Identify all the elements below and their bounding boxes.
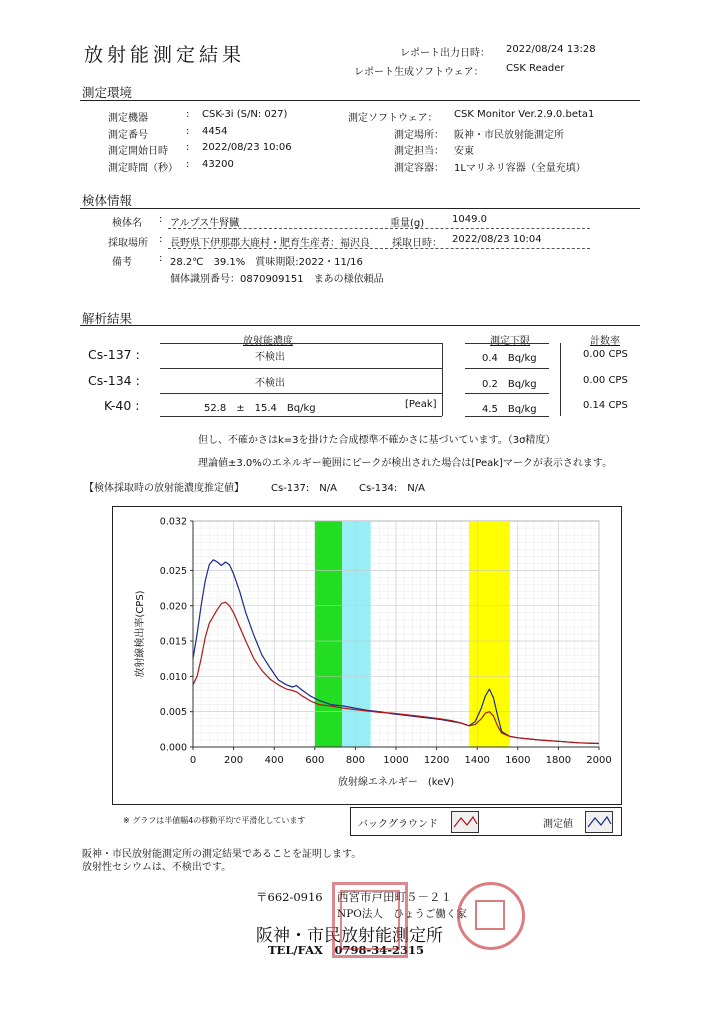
tel-fax: TEL/FAX 0798-34-2315 — [268, 943, 425, 957]
y-tick-label: 0.032 — [159, 516, 187, 528]
legend-background-swatch — [451, 811, 479, 833]
x-tick-label: 1000 — [383, 755, 409, 766]
y-tick-label: 0.010 — [159, 671, 187, 683]
table-rule — [160, 393, 442, 394]
place-value: 阪神・市民放射能測定所 — [454, 130, 564, 141]
msoft-label: 測定ソフトウェア： — [348, 113, 438, 124]
report-time-label: レポート出力日時： — [400, 48, 490, 59]
y-tick-label: 0.015 — [159, 636, 187, 648]
x-tick-label: 200 — [224, 755, 244, 766]
energy-window-band — [315, 521, 342, 747]
device-label: 測定機器 — [108, 113, 148, 124]
spectrum-chart-frame — [112, 506, 622, 805]
cesium-statement: 放射性セシウムは、不検出です。 — [82, 862, 232, 873]
x-tick-label: 600 — [305, 755, 325, 766]
page-title: 放射能測定結果 — [84, 44, 246, 66]
underline — [390, 248, 590, 249]
x-tick-label: 2000 — [586, 755, 612, 766]
underline — [390, 228, 590, 229]
weight-value: 1049.0 — [452, 214, 487, 225]
spectrum-chart — [113, 507, 621, 804]
concentration-value: 不検出 — [255, 352, 285, 363]
rate-value: 0.00 CPS — [583, 375, 628, 386]
report-time-value: 2022/08/24 13:28 — [506, 44, 596, 55]
round-seal — [457, 882, 525, 950]
underline — [168, 228, 393, 229]
note-line2: 個体識別番号：0870909151 まあの様依頼品 — [170, 274, 384, 285]
nuclide-label: K-40 : — [104, 398, 140, 413]
col-limit: 測定下限 — [490, 336, 530, 347]
y-tick-label: 0.005 — [159, 707, 187, 719]
container-label: 測定容器： — [394, 163, 444, 174]
y-axis-label: 放射線検出率(CPS) — [135, 590, 146, 678]
peak-note: 理論値±3.0%のエネルギー範囲にピークが検出された場合は[Peak]マークが表示されます。 — [198, 458, 613, 469]
colon: : — [186, 109, 190, 120]
col-rate: 計数率 — [590, 336, 620, 347]
start-value: 2022/08/23 10:06 — [202, 142, 292, 153]
x-tick-label: 800 — [345, 755, 365, 766]
device-value: CSK-3i (S/N: 027) — [202, 109, 288, 120]
x-tick-label: 1800 — [545, 755, 572, 766]
table-rule — [465, 393, 549, 394]
rate-value: 0.14 CPS — [583, 400, 628, 411]
msoft-value: CSK Monitor Ver.2.9.0.beta1 — [454, 109, 595, 120]
colon: : — [159, 214, 163, 225]
limit-value: 0.4 Bq/kg — [482, 353, 537, 364]
x-axis-label: 放射線エネルギー (keV) — [337, 777, 455, 788]
table-rule — [465, 368, 549, 369]
duration-value: 43200 — [202, 159, 234, 170]
start-label: 測定開始日時 — [108, 146, 168, 157]
energy-window-band — [469, 521, 510, 747]
note-label: 備考 — [112, 257, 132, 268]
energy-window-band — [342, 521, 370, 747]
x-tick-label: 400 — [264, 755, 284, 766]
sample-date-value: 2022/08/23 10:04 — [452, 234, 542, 245]
legend-measured-swatch — [585, 811, 613, 833]
address-street: 西宮市戸田町５－２１ — [337, 890, 452, 904]
y-tick-label: 0.000 — [159, 742, 187, 754]
legend-measured-label: 測定値 — [543, 819, 573, 830]
col-concentration: 放射能濃度 — [243, 336, 293, 347]
uncertainty-note: 但し、不確かさはk=3を掛けた合成標準不確かさに基づいています。（3σ精度） — [198, 435, 556, 446]
number-value: 4454 — [202, 126, 228, 137]
table-rule — [465, 343, 549, 344]
smoothing-note: ※ グラフは半値幅4の移動平均で平滑化しています — [123, 816, 306, 825]
table-rule — [442, 343, 443, 416]
results-section-title: 解析結果 — [82, 311, 133, 326]
sample-divider — [80, 208, 640, 209]
square-seal — [332, 882, 408, 958]
env-section-title: 測定環境 — [82, 85, 133, 100]
certification-line: 阪神・市民放射能測定所の測定結果であることを証明します。 — [82, 849, 362, 860]
limit-value: 4.5 Bq/kg — [482, 404, 537, 415]
address-zip: 〒662-0916 — [256, 890, 323, 904]
sample-place-label: 採取場所 — [108, 238, 148, 249]
estimate-label: 【検体採取時の放射能濃度推定値】 — [84, 483, 244, 494]
table-rule — [560, 343, 561, 416]
results-divider — [80, 325, 640, 326]
sample-place-value: 長野県下伊那郡大鹿村・肥育生産者：福沢良 — [170, 238, 370, 249]
colon: : — [159, 234, 163, 245]
colon: : — [159, 253, 163, 264]
concentration-value: 不検出 — [255, 378, 285, 389]
sample-name-value: アルプス牛腎臓 — [170, 218, 240, 229]
note-line1: 28.2℃ 39.1% 賞味期限:2022・11/16 — [170, 257, 363, 268]
peak-mark: [Peak] — [405, 399, 437, 410]
y-tick-label: 0.025 — [159, 565, 187, 577]
weight-label: 重量(g) — [390, 218, 425, 229]
organization-name: 阪神・市民放射能測定所 — [256, 926, 443, 946]
sample-date-label: 採取日時： — [392, 238, 442, 249]
estimate-cs134: Cs-134: N/A — [359, 483, 425, 494]
number-label: 測定番号 — [108, 130, 148, 141]
x-tick-label: 1200 — [423, 755, 450, 766]
address-org: NPO法人 ひょうご働く家 — [337, 908, 467, 920]
legend-background-label: バックグラウンド — [358, 819, 438, 830]
report-software-value: CSK Reader — [506, 63, 565, 74]
duration-label: 測定時間（秒） — [108, 163, 178, 174]
limit-value: 0.2 Bq/kg — [482, 379, 537, 390]
report-software-label: レポート生成ソフトウェア： — [354, 67, 484, 78]
x-tick-label: 1400 — [464, 755, 490, 766]
container-value: 1Lマリネリ容器（全量充填） — [454, 163, 586, 174]
staff-value: 安東 — [454, 146, 474, 157]
table-rule — [160, 368, 442, 369]
colon: : — [186, 126, 190, 137]
env-divider — [80, 100, 640, 101]
place-label: 測定場所： — [394, 130, 444, 141]
table-rule — [160, 416, 442, 417]
staff-label: 測定担当： — [394, 146, 444, 157]
colon: : — [186, 142, 190, 153]
sample-section-title: 検体情報 — [82, 193, 133, 208]
chart-legend — [350, 807, 622, 836]
nuclide-label: Cs-134 : — [88, 373, 140, 388]
rate-value: 0.00 CPS — [583, 349, 628, 360]
colon: : — [186, 159, 190, 170]
y-tick-label: 0.020 — [159, 601, 187, 613]
x-tick-label: 1600 — [505, 755, 531, 766]
sample-name-label: 検体名 — [112, 218, 142, 229]
estimate-cs137: Cs-137: N/A — [271, 483, 337, 494]
underline — [168, 248, 393, 249]
nuclide-label: Cs-137 : — [88, 347, 140, 362]
x-tick-label: 0 — [189, 755, 197, 766]
table-rule — [160, 343, 442, 344]
concentration-value: 52.8 ± 15.4 Bq/kg — [204, 403, 316, 414]
table-rule — [465, 416, 549, 417]
